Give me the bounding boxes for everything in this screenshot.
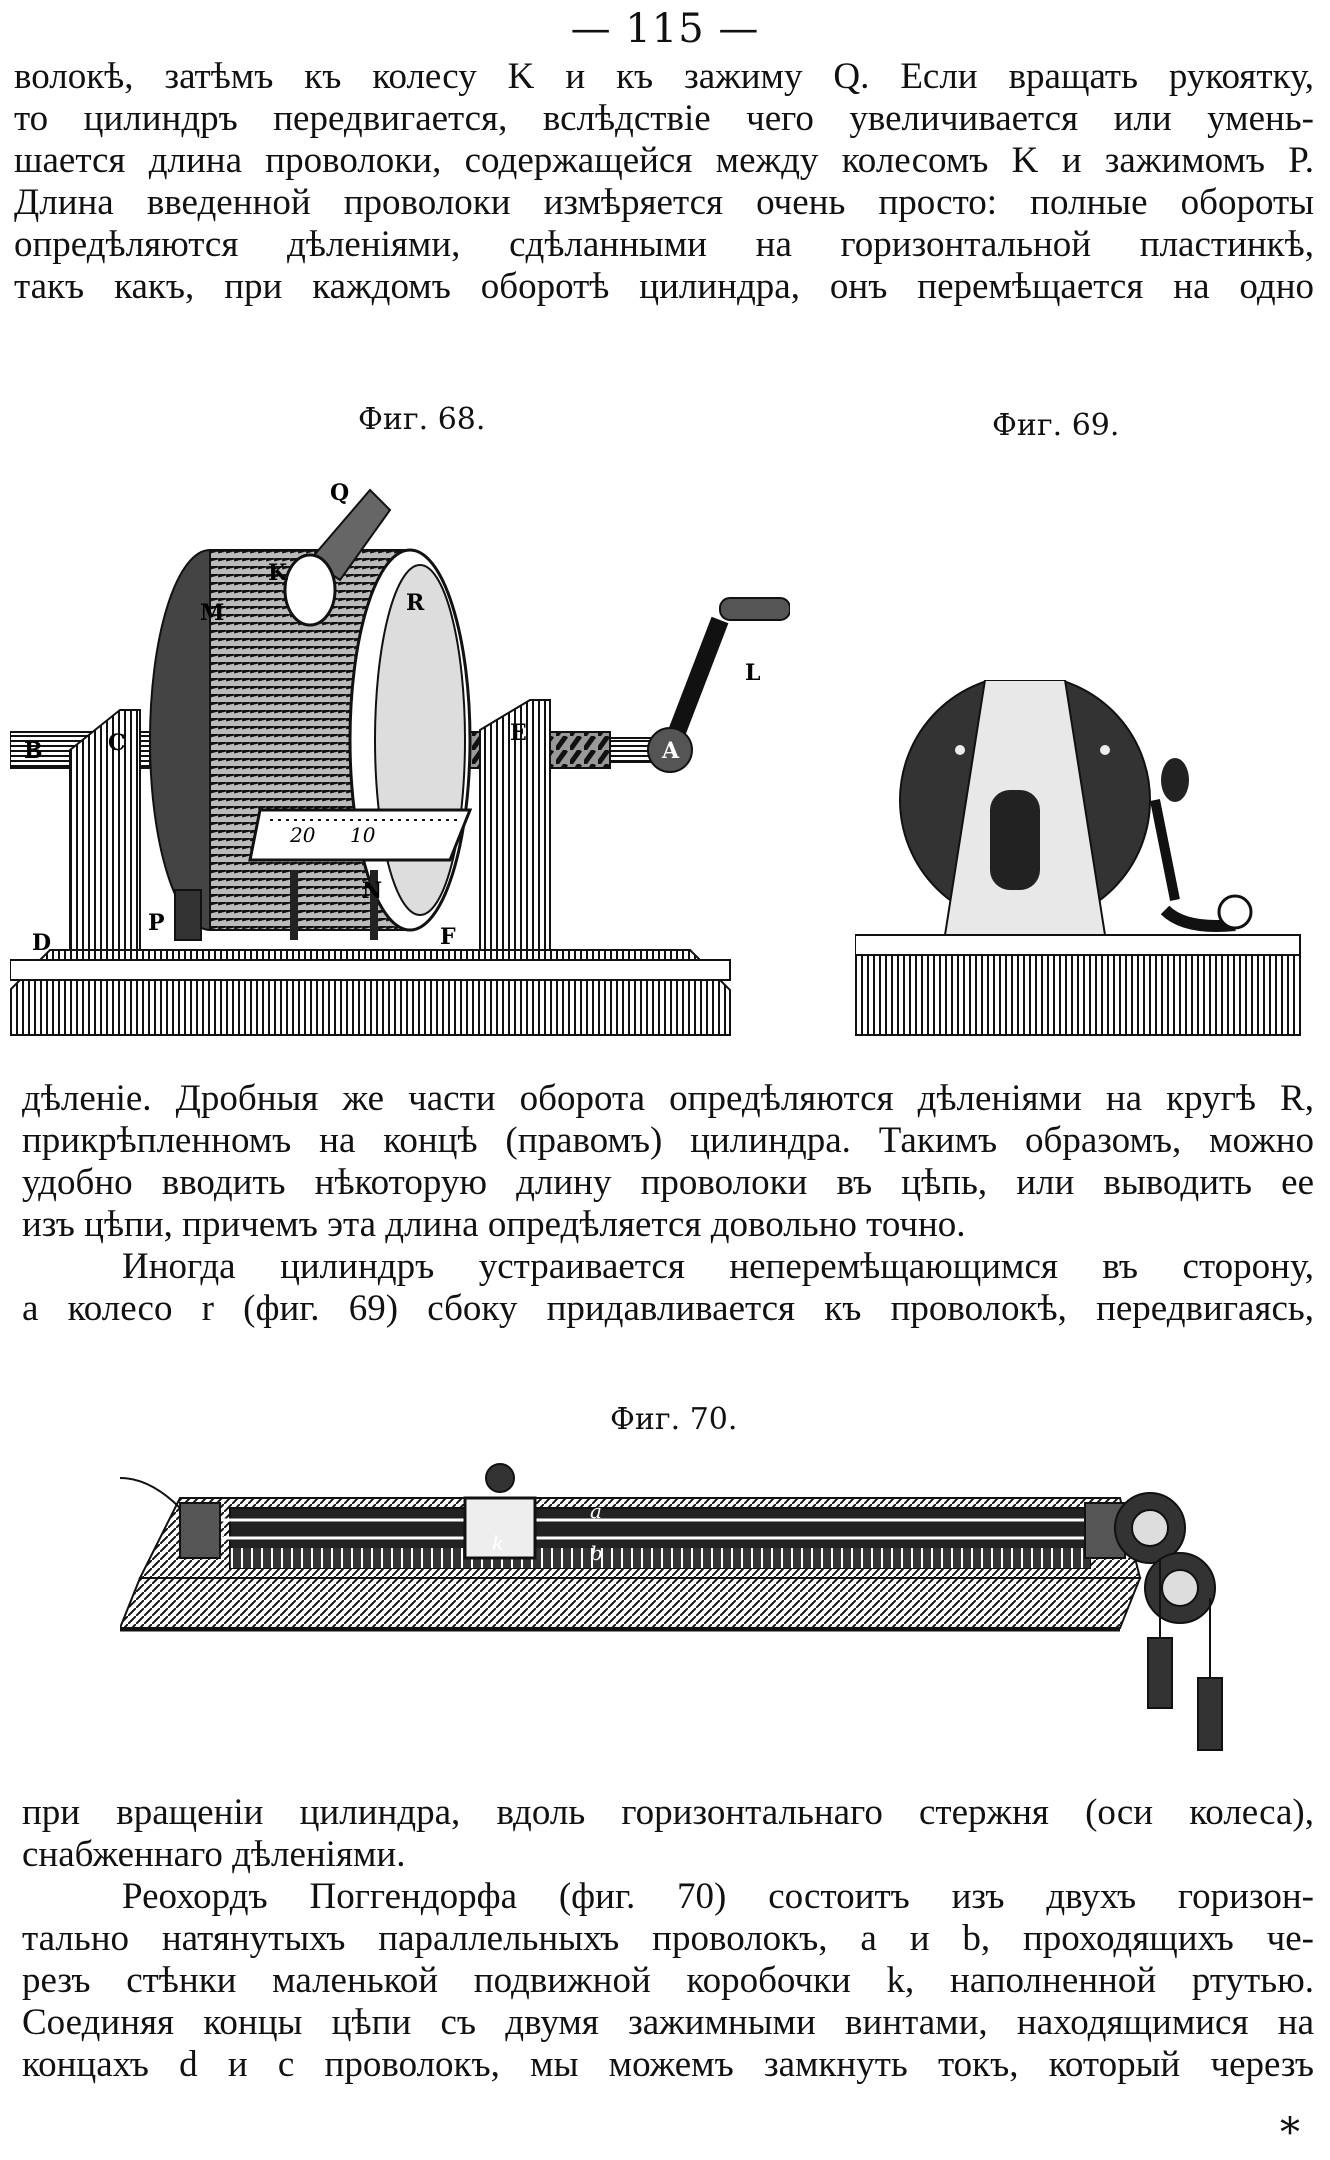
label-d: D [32, 930, 52, 956]
paragraph-1 [14, 56, 1314, 308]
label-k: k [492, 1531, 505, 1555]
label-b: B [24, 738, 43, 764]
figure-68-illustration [10, 470, 790, 1040]
text-line: концахъ d и c проволокъ, мы можемъ замкнуть токъ, который черезъ [22, 2044, 1314, 2085]
text-line: Иногда цилиндръ устраивается неперемѣщающимся въ сторону, [122, 1246, 1314, 1287]
text-line: Реохордъ Поггендорфа (фиг. 70) состоитъ изъ двухъ горизон- [122, 1876, 1314, 1917]
text-line: то цилиндръ передвигается, вслѣдствіе чего увеличивается или умень- [14, 98, 1314, 139]
text-line: изъ цѣпи, причемъ эта длина опредѣляется довольно точно. [22, 1204, 966, 1245]
footer-asterisk: * [1280, 2110, 1300, 2156]
label-b: b [590, 1541, 603, 1565]
label-a: a [590, 1499, 602, 1523]
text-line: опредѣляются дѣленіями, сдѣланными на горизонтальной пластинкѣ, [14, 224, 1314, 265]
label-l: L [745, 660, 761, 686]
text-line: Соединяя концы цѣпи съ двумя зажимными винтами, находящимися на [22, 2002, 1314, 2043]
text-line: а колесо r (фиг. 69) сбоку придавливается къ проволокѣ, передвигаясь, [22, 1288, 1314, 1329]
text-line: резъ стѣнки маленькой подвижной коробочки k, наполненной ртутью. [22, 1960, 1314, 2001]
label-e: E [510, 720, 527, 746]
label-q: Q [330, 480, 350, 506]
text-line: удобно вводить нѣкоторую длину проволоки въ цѣпь, или выводить ее [22, 1162, 1314, 1203]
figure-69-caption: Фиг. 69. [992, 408, 1120, 443]
text-line: такъ какъ, при каждомъ оборотѣ цилиндра, онъ перемѣщается на одно [14, 266, 1314, 307]
text-line: волокѣ, затѣмъ къ колесу K и къ зажиму Q. Если вращать рукоятку, [14, 56, 1314, 97]
text-line: Длина введенной проволоки измѣряется очень просто: полные обороты [14, 182, 1314, 223]
text-line: при вращеніи цилиндра, вдоль горизонтальнаго стержня (оси колеса), [22, 1792, 1314, 1833]
figure-68-caption: Фиг. 68. [358, 402, 486, 437]
label-n: N [362, 878, 383, 904]
scale-20: 20 [290, 823, 316, 847]
text-line: снабженнаго дѣленіями. [22, 1834, 406, 1875]
label-r: R [406, 590, 425, 616]
text-line: прикрѣпленномъ на концѣ (правомъ) цилиндра. Такимъ образомъ, можно [22, 1120, 1314, 1161]
text-line: тально натянутыхъ параллельныхъ проволокъ, a и b, проходящихъ че- [22, 1918, 1314, 1959]
figure-70-illustration [120, 1448, 1230, 1768]
label-k: K [268, 560, 288, 586]
scale-10: 10 [350, 823, 376, 847]
paragraph-3 [22, 1792, 1314, 2086]
page-number: — 115 — [570, 6, 760, 52]
figure-70-caption: Фиг. 70. [610, 1402, 738, 1437]
label-f: F [440, 924, 456, 950]
label-p: P [148, 910, 165, 936]
paragraph-2 [22, 1078, 1314, 1330]
text-line: дѣленіе. Дробныя же части оборота опредѣляются дѣленіями на кругѣ R, [22, 1078, 1314, 1119]
figure-69-illustration [855, 680, 1315, 1040]
label-a: A [662, 738, 680, 764]
label-m: M [200, 600, 225, 626]
label-c: C [108, 730, 126, 756]
text-line: шается длина проволоки, содержащейся между колесомъ K и зажимомъ P. [14, 140, 1314, 181]
